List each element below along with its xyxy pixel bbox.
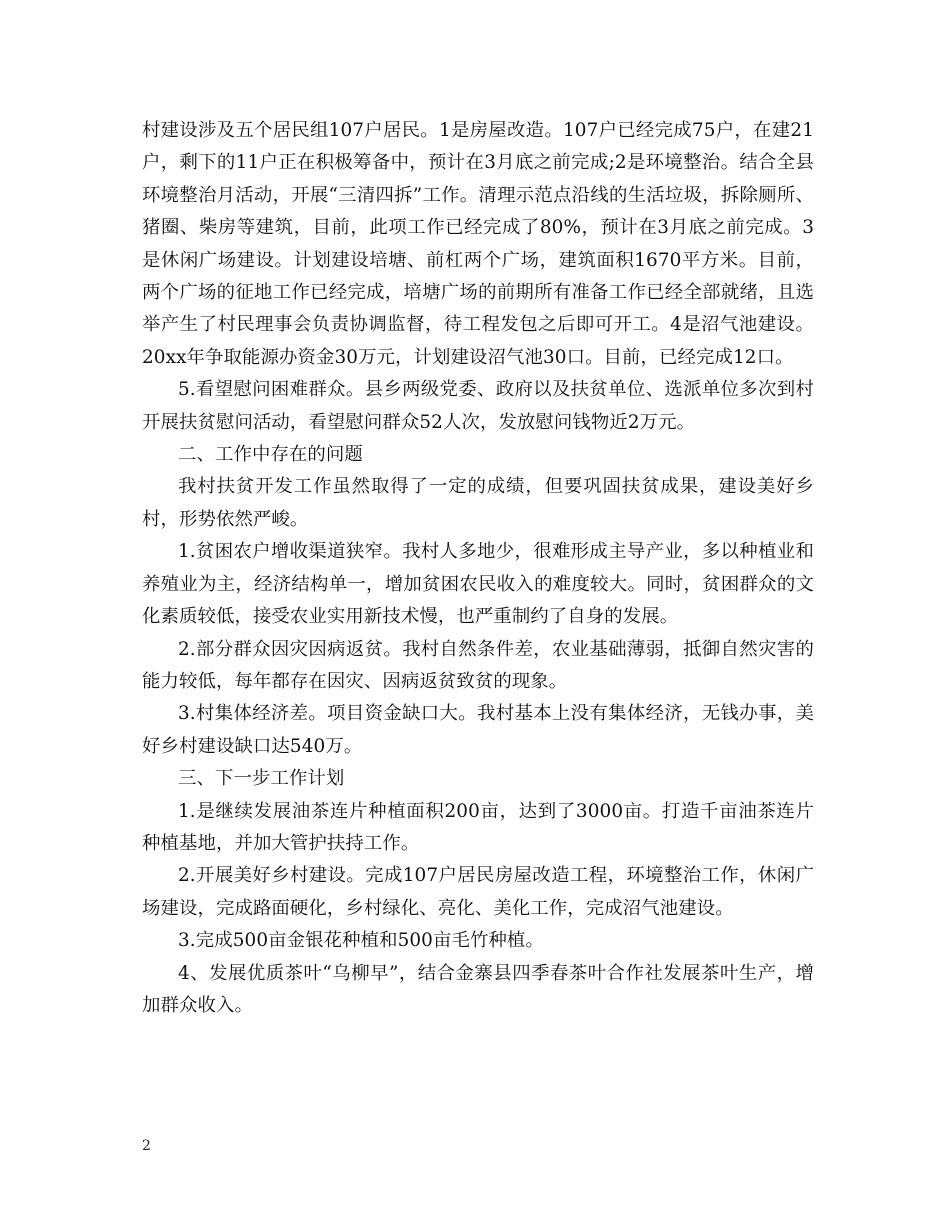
paragraph-project-progress: 村建设涉及五个居民组107户居民。1是房屋改造。107户已经完成75户，在建21户，剩下的11户正在积极筹备中，预计在3月底之前完成;2是环境整治。结合全县环境整治月活动，开展“三清四拆”工作。清理示范点沿线的生活垃圾，拆除厕所、猪圈、柴房等建筑，目前，此项工作已经完成了80%，预计在3月底之前完成。3是休闲广场建设。计划建设培塘、前杠两个广场，建筑面积1670平方米。目前，两个广场的征地工作已经完成，培塘广场的前期所有准备工作已经全部就绪，且选举产生了村民理事会负责协调监督，待工程发包之后即可开工。4是沼气池建设。20xx年争取能源办资金30万元，计划建设沼气池30口。目前，已经完成12口。 (142, 120, 814, 368)
paragraph-problem-income: 1.贫困农户增收渠道狭窄。我村人多地少，很难形成主导产业，多以种植业和养殖业为主，经济结构单一，增加贫困农民收入的难度较大。同时，贫困群众的文化素质较低，接受农业实用新技术慢，也严重制约了自身的发展。 (142, 541, 814, 628)
paragraph-problem-collective-economy: 3.村集体经济差。项目资金缺口大。我村基本上没有集体经济，无钱办事，美好乡村建设缺口达540万。 (142, 703, 814, 757)
section-heading-problems: 二、工作中存在的问题 (178, 444, 363, 466)
section-heading-next-plan: 三、下一步工作计划 (178, 768, 345, 790)
paragraph-plan-oil-tea: 1.是继续发展油茶连片种植面积200亩，达到了3000亩。打造千亩油茶连片种植基地，并加大管护扶持工作。 (142, 800, 814, 854)
paragraph-visit-needy: 5.看望慰问困难群众。县乡两级党委、政府以及扶贫单位、选派单位多次到村开展扶贫慰问活动，看望慰问群众52人次，发放慰问钱物近2万元。 (142, 379, 814, 433)
paragraph-plan-village-construction: 2.开展美好乡村建设。完成107户居民房屋改造工程，环境整治工作，休闲广场建设，完成路面硬化，乡村绿化、亮化、美化工作，完成沼气池建设。 (142, 865, 814, 919)
paragraph-plan-planting: 3.完成500亩金银花种植和500亩毛竹种植。 (178, 930, 544, 952)
document-body (142, 115, 814, 1022)
paragraph-problems-intro: 我村扶贫开发工作虽然取得了一定的成绩，但要巩固扶贫成果，建设美好乡村，形势依然严峻。 (142, 476, 814, 530)
paragraph-plan-tea: 4、发展优质茶叶“乌柳早”，结合金寨县四季春茶叶合作社发展茶叶生产，增加群众收入。 (142, 962, 814, 1016)
paragraph-problem-poverty-return: 2.部分群众因灾因病返贫。我村自然条件差，农业基础薄弱，抵御自然灾害的能力较低，每年都存在因灾、因病返贫致贫的现象。 (142, 638, 814, 692)
page-number: 2 (142, 1138, 151, 1154)
